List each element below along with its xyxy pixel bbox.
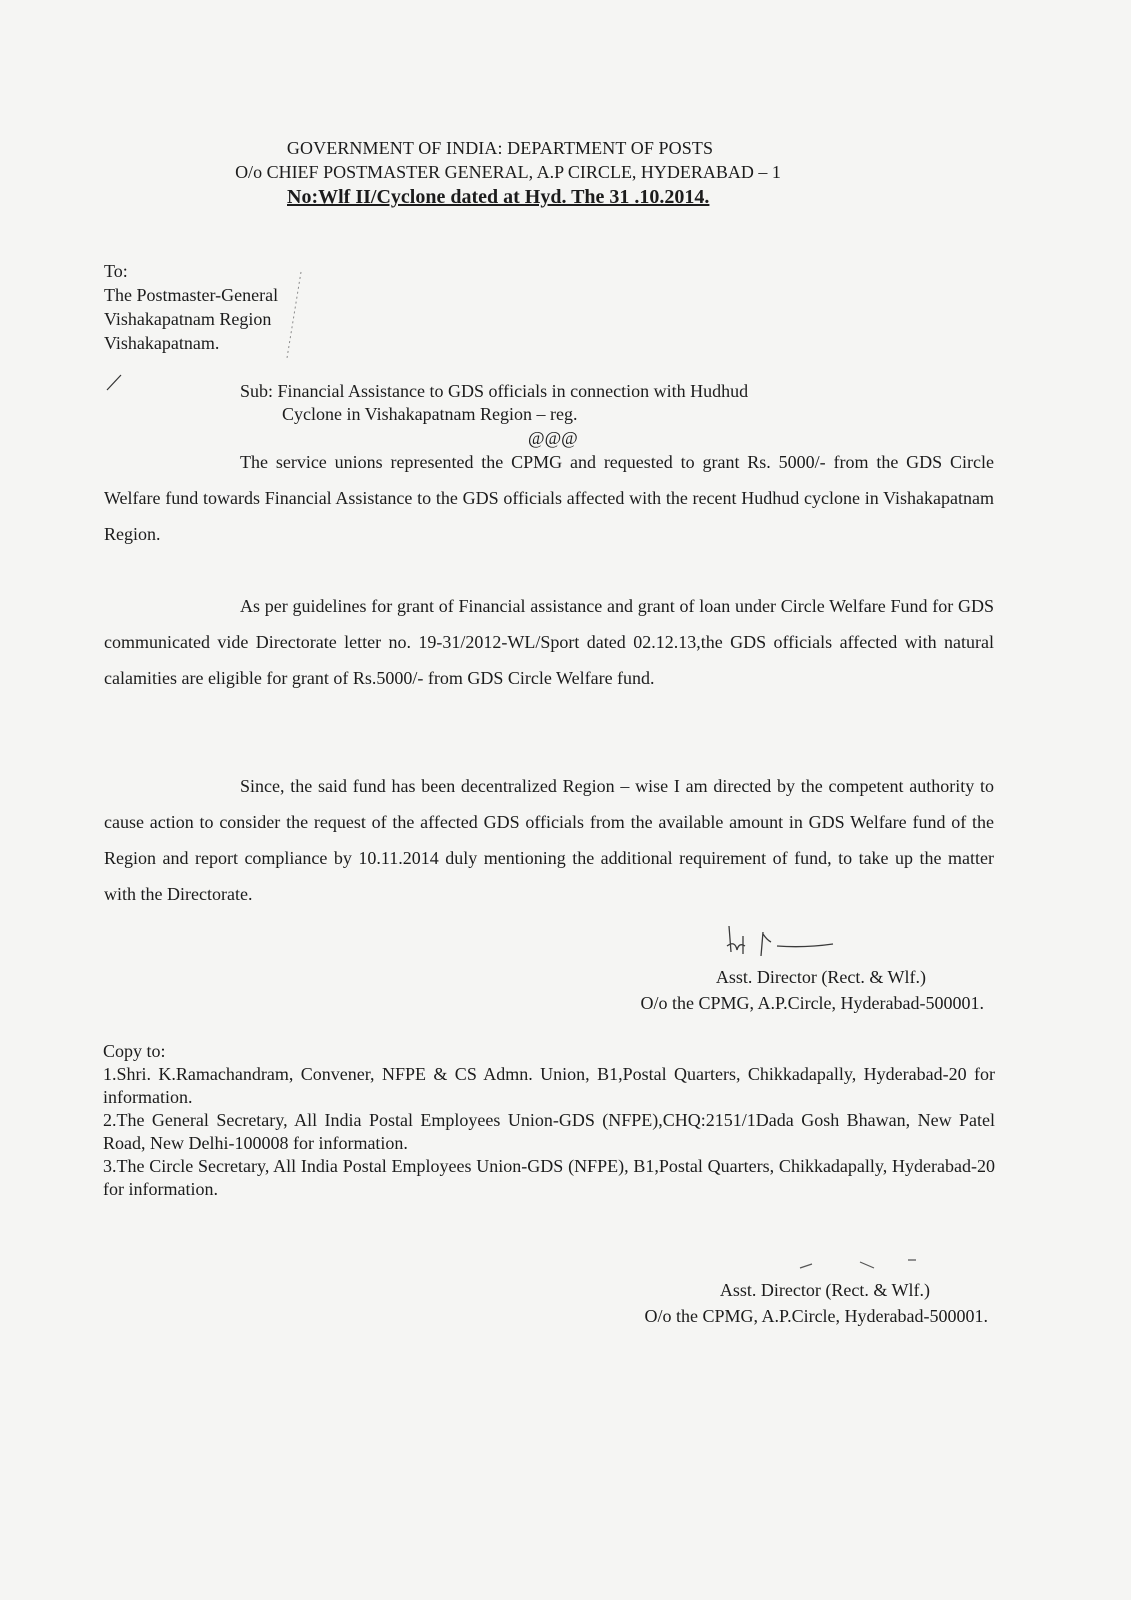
copy-to-item: 2.The General Secretary, All India Postal Employees Union-GDS (NFPE),CHQ:2151/1Dada Gosh Bhawan, New Patel Road, New Delhi-100008 for information. xyxy=(103,1110,995,1153)
header-line-office: O/o CHIEF POSTMASTER GENERAL, A.P CIRCLE, HYDERABAD – 1 xyxy=(235,162,781,182)
signatory-designation: Asst. Director (Rect. & Wlf.) xyxy=(715,967,926,987)
body-paragraph-3: Since, the said fund has been decentralized Region – wise I am directed by the competent authority to cause action to consider the request of the affected GDS officials from the available amount in GDS Welfare fund of the Region and report compliance by 10.11.2014 duly mentioning the additional requirement of fund, to take up the matter with the Directorate. xyxy=(104,776,994,904)
subject-line-1: Sub: Financial Assistance to GDS officials in connection with Hudhud xyxy=(240,381,749,401)
pen-stroke-mark xyxy=(285,270,305,360)
signatory-designation: Asst. Director (Rect. & Wlf.) xyxy=(719,1280,930,1300)
reference-number: No:Wlf II/Cyclone dated at Hyd. The 31 .10.2014. xyxy=(287,186,710,208)
section-separator: @@@ xyxy=(528,428,578,448)
addressee-block xyxy=(104,259,278,355)
addressee-line-1: The Postmaster-General xyxy=(104,285,279,305)
addressee-line-3: Vishakapatnam. xyxy=(104,333,220,353)
addressee-line-2: Vishakapatnam Region xyxy=(104,309,272,329)
signature-block-1 xyxy=(584,964,984,1016)
body-paragraph-2: As per guidelines for grant of Financial assistance and grant of loan under Circle Welfare Fund for GDS communicated vide Directorate letter no. 19-31/2012-WL/Sport dated 02.12.13,the GDS officials affected with natural calamities are eligible for grant of Rs.5000/- from GDS Circle Welfare fund. xyxy=(104,596,994,688)
header-line-government: GOVERNMENT OF INDIA: DEPARTMENT OF POSTS xyxy=(286,138,714,158)
signatory-office: O/o the CPMG, A.P.Circle, Hyderabad-500001. xyxy=(644,1306,988,1326)
copy-to-heading: Copy to: xyxy=(103,1041,166,1061)
copy-to-item: 1.Shri. K.Ramachandram, Convener, NFPE & CS Admn. Union, B1,Postal Quarters, Chikkadapally, Hyderabad-20 for information. xyxy=(103,1064,995,1107)
addressee-to-label: To: xyxy=(104,261,128,281)
copy-to-block xyxy=(103,1040,995,1201)
handwritten-signature-icon xyxy=(725,922,845,962)
pen-tick-mark xyxy=(105,372,125,392)
copy-to-item: 3.The Circle Secretary, All India Postal Employees Union-GDS (NFPE), B1,Postal Quarters, Chikkadapally, Hyderabad-20 for information. xyxy=(103,1156,995,1199)
signature-block-2 xyxy=(584,1277,988,1329)
subject-line-2: Cyclone in Vishakapatnam Region – reg. xyxy=(282,404,578,424)
body-paragraph-1: The service unions represented the CPMG and requested to grant Rs. 5000/- from the GDS Circle Welfare fund towards Financial Assistance to the GDS officials affected with the recent Hudhud cyclone in Vishakapatnam Region. xyxy=(104,452,994,544)
signatory-office: O/o the CPMG, A.P.Circle, Hyderabad-500001. xyxy=(640,993,984,1013)
subject-block xyxy=(240,380,748,426)
handwritten-initials-icon xyxy=(740,1248,940,1278)
